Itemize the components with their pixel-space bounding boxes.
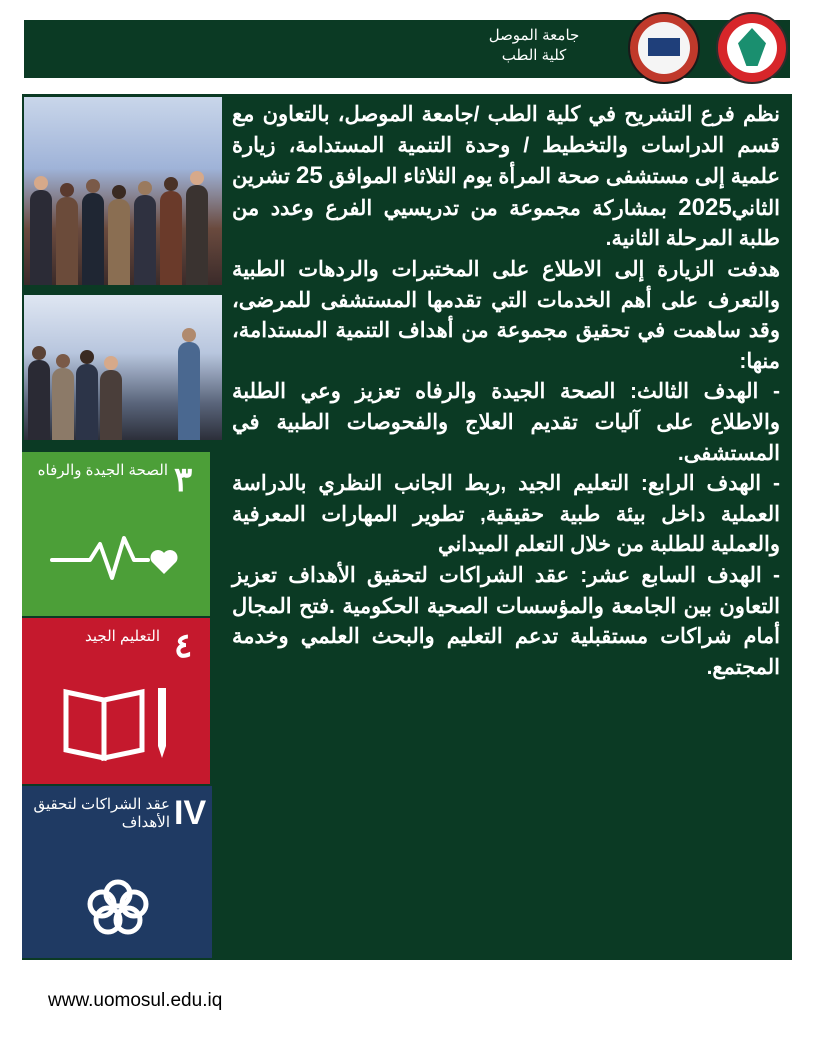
sdg-4-label: التعليم الجيد — [85, 628, 160, 645]
university-name: جامعة الموصل — [488, 27, 580, 44]
event-year: 2025 — [678, 193, 732, 221]
sdg-4-tile — [22, 618, 210, 784]
group-photo-2 — [24, 295, 222, 440]
sdg-3-number: ٣ — [174, 461, 193, 499]
article-paragraph-intro: نظم فرع التشريح في كلية الطب /جامعة الموصل، بالتعاون مع قسم الدراسات والتخطيط / وحدة التنمية المستدامة، زيارة علمية إلى مستشفى صحة المرأة يوم الثلاثاء الموافق 25 تشرين الثاني2025 بمشاركة مجموعة من تدريسيي الفرع وعدد من طلبة المرحلة الثانية. — [232, 103, 780, 251]
sdg-17-label: عقد الشراكات لتحقيق الأهداف — [33, 796, 170, 831]
book-pencil-icon — [62, 684, 174, 762]
article-paragraph-sdg4: - الهدف الرابع: التعليم الجيد ,ربط الجانب النظري بالدراسة العملية داخل بيئة طبية حقيقية, تطوير المهارات المعرفية والعملية للطلبة من خلال التعلم الميداني — [232, 472, 780, 557]
event-day: 25 — [296, 162, 323, 190]
sdg-3-label: الصحة الجيدة والرفاه — [37, 462, 168, 479]
sdg-3-tile — [22, 452, 210, 616]
header-title — [454, 26, 614, 66]
sdg-4-number: ٤ — [174, 627, 193, 665]
article-paragraph-sdg3: - الهدف الثالث: الصحة الجيدة والرفاه تعزيز وعي الطلبة والاطلاع على آليات تقديم العلاج والفحوصات الطبية في المستشفى. — [232, 380, 780, 465]
college-name: كلية الطب — [501, 47, 567, 64]
footer-url[interactable]: www.uomosul.edu.iq — [48, 990, 223, 1011]
article-paragraph-sdg17: - الهدف السابع عشر: عقد الشراكات لتحقيق الأهداف تعزيز التعاون بين الجامعة والمؤسسات الصحية الحكومية .فتح المجال أمام شراكات مستقبلية تدعم التعليم والبحث العلمي وخدمة المجتمع. — [232, 563, 780, 679]
heartbeat-icon — [50, 530, 182, 586]
article-paragraph-goals: هدفت الزيارة إلى الاطلاع على المختبرات والردهات الطبية والتعرف على أهم الخدمات التي تقدمها المستشفى للمرضى، وقد ساهمت في تحقيق مجموعة من أهداف التنمية المستدامة، منها: — [232, 257, 780, 373]
college-of-medicine-logo — [716, 12, 788, 84]
partnership-rings-icon — [78, 878, 158, 936]
article-body — [232, 100, 780, 683]
sdg-17-tile — [22, 786, 212, 958]
sdg-17-number: IV — [174, 794, 207, 832]
group-photo-1 — [24, 97, 222, 285]
university-logo — [628, 12, 700, 84]
